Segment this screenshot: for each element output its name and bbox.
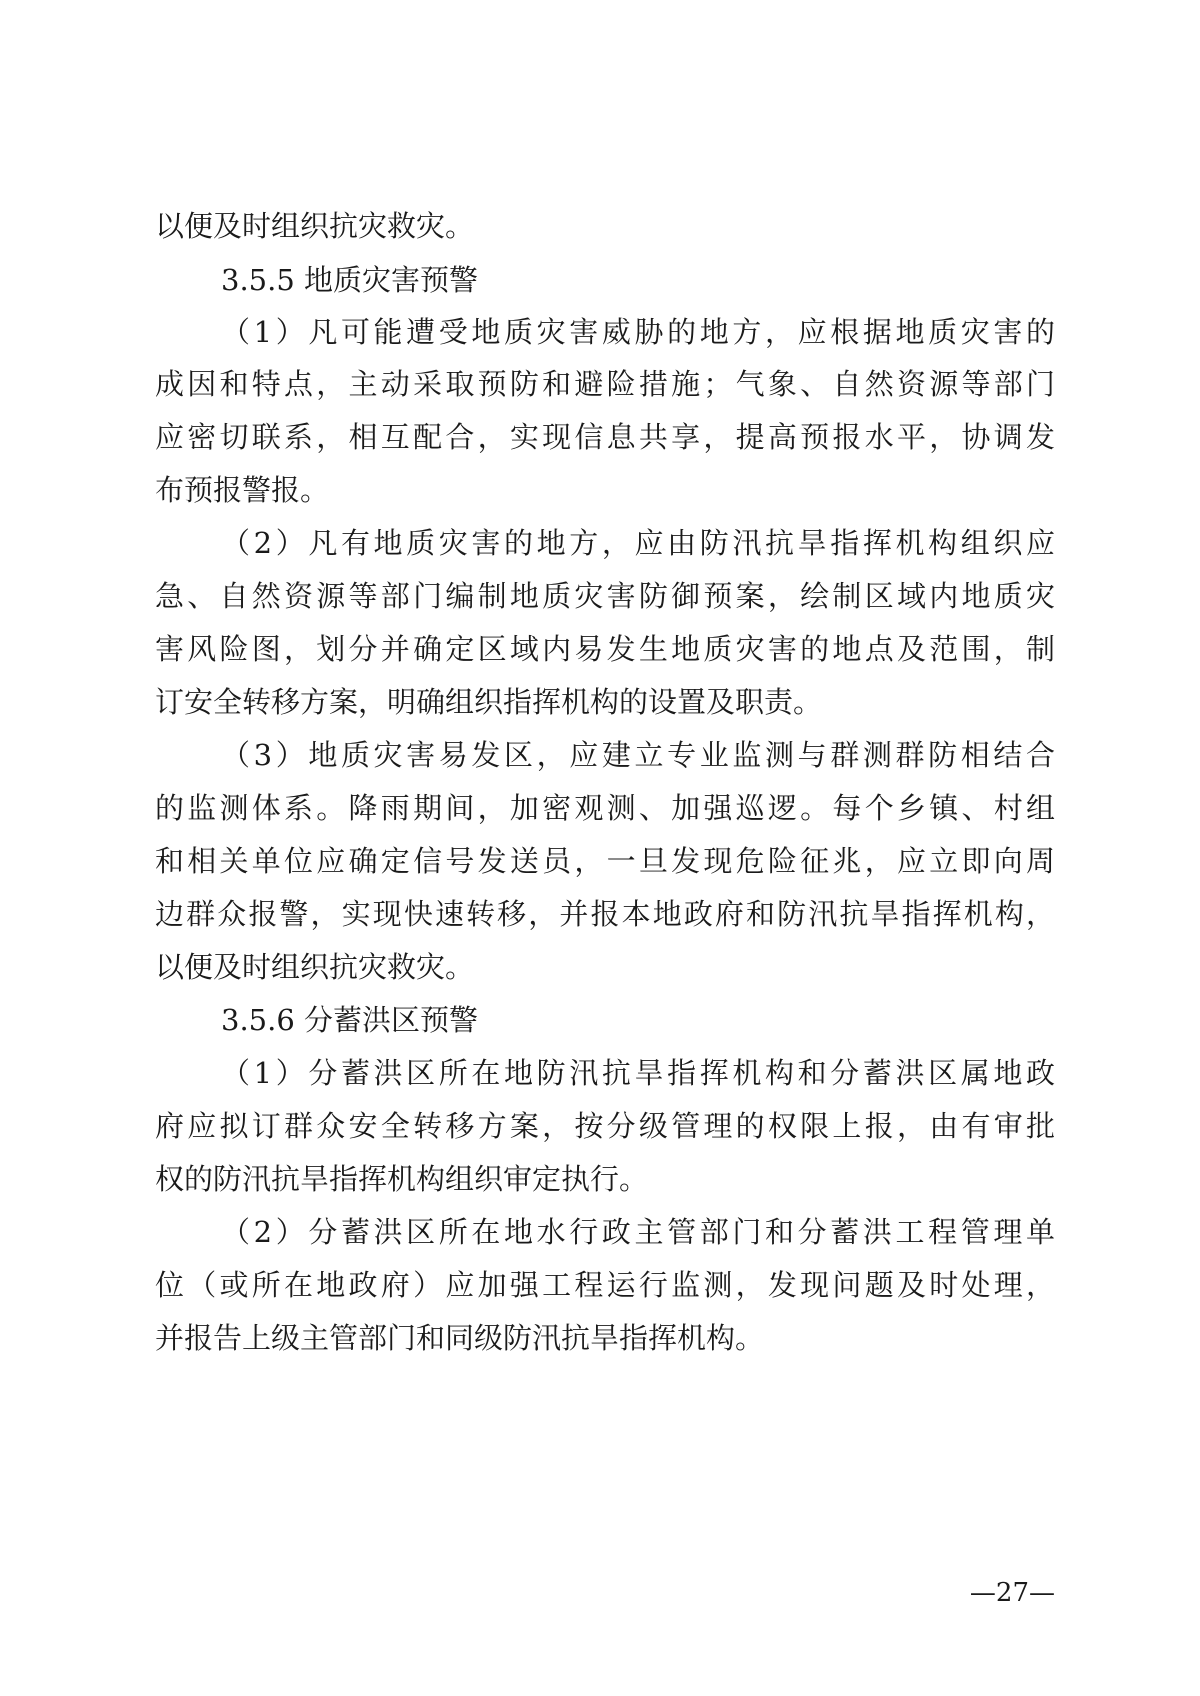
paragraph-line: 应密切联系，相互配合，实现信息共享，提高预报水平，协调发: [155, 420, 1055, 454]
paragraph-line: 布预报警报。: [155, 473, 330, 507]
paragraph-line: 以便及时组织抗灾救灾。: [155, 209, 475, 243]
section-heading-3-5-5: 3.5.5 地质灾害预警: [221, 263, 479, 297]
paragraph-line: （2）分蓄洪区所在地水行政主管部门和分蓄洪工程管理单: [221, 1215, 1055, 1249]
paragraph-line: 急、自然资源等部门编制地质灾害防御预案，绘制区域内地质灾: [155, 579, 1055, 613]
paragraph-line: 和相关单位应确定信号发送员，一旦发现危险征兆，应立即向周: [155, 844, 1055, 878]
section-heading-3-5-6: 3.5.6 分蓄洪区预警: [221, 1003, 479, 1037]
paragraph-line: 害风险图，划分并确定区域内易发生地质灾害的地点及范围，制: [155, 632, 1055, 666]
paragraph-line: 府应拟订群众安全转移方案，按分级管理的权限上报，由有审批: [155, 1109, 1055, 1143]
paragraph-line: （3）地质灾害易发区，应建立专业监测与群测群防相结合: [221, 738, 1055, 772]
paragraph-line: （1）分蓄洪区所在地防汛抗旱指挥机构和分蓄洪区属地政: [221, 1056, 1055, 1090]
paragraph-line: （1）凡可能遭受地质灾害威胁的地方，应根据地质灾害的: [221, 315, 1055, 349]
paragraph-line: （2）凡有地质灾害的地方，应由防汛抗旱指挥机构组织应: [221, 526, 1055, 560]
page-number: —27—: [969, 1578, 1055, 1608]
paragraph-line: 的监测体系。降雨期间，加密观测、加强巡逻。每个乡镇、村组: [155, 791, 1055, 825]
paragraph-line: 以便及时组织抗灾救灾。: [155, 950, 475, 984]
paragraph-line: 订安全转移方案，明确组织指挥机构的设置及职责。: [155, 685, 823, 719]
paragraph-line: 成因和特点，主动采取预防和避险措施；气象、自然资源等部门: [155, 367, 1055, 401]
paragraph-line: 并报告上级主管部门和同级防汛抗旱指挥机构。: [155, 1321, 765, 1355]
paragraph-line: 权的防汛抗旱指挥机构组织审定执行。: [155, 1162, 649, 1196]
paragraph-line: 位（或所在地政府）应加强工程运行监测，发现问题及时处理，: [155, 1268, 1055, 1302]
paragraph-line: 边群众报警，实现快速转移，并报本地政府和防汛抗旱指挥机构，: [155, 897, 1055, 931]
